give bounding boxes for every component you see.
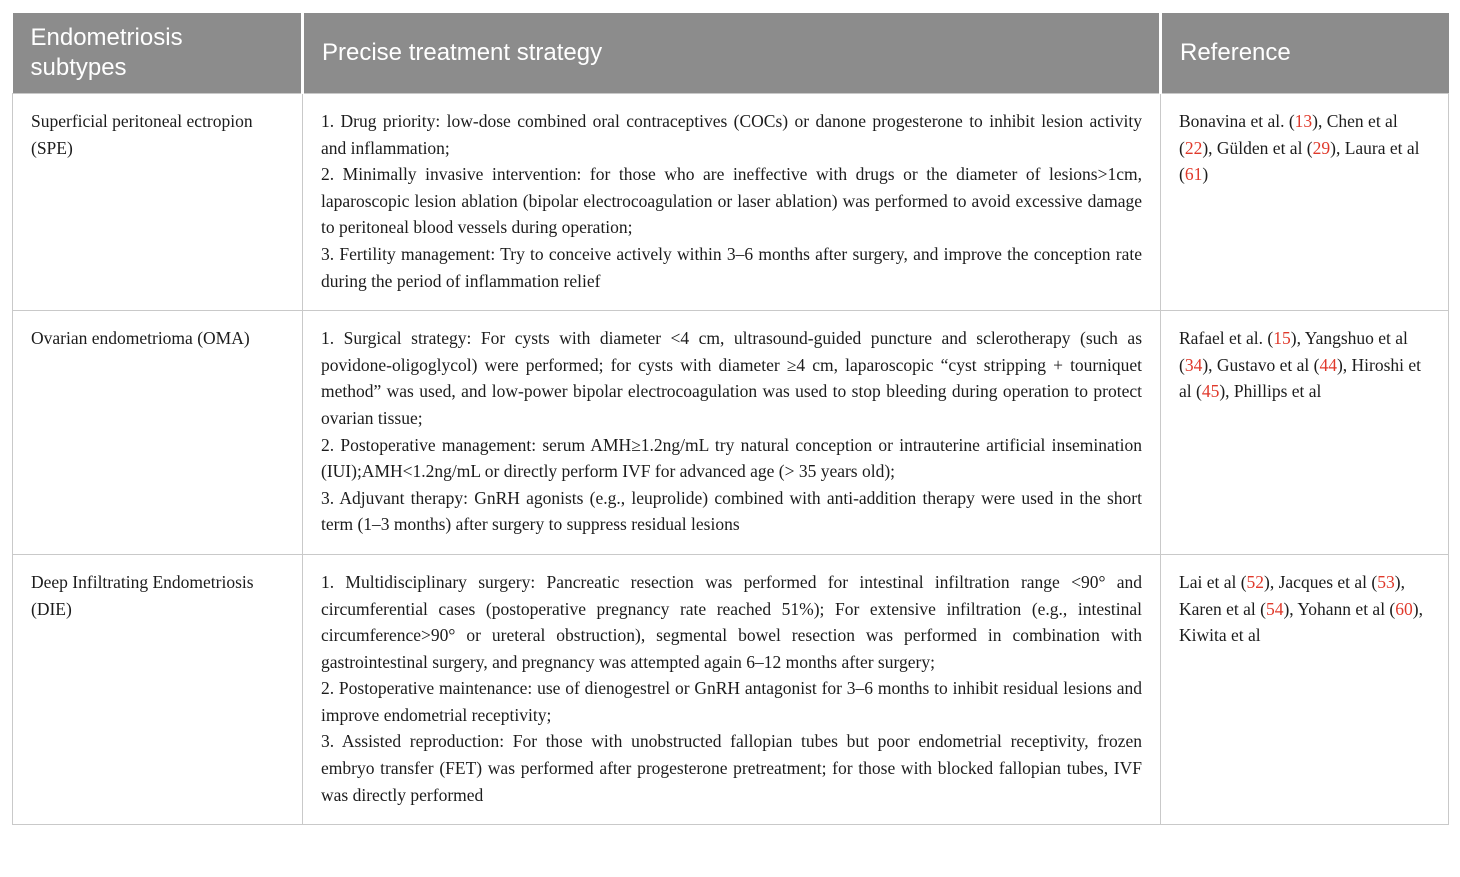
reference-text: ) bbox=[1202, 164, 1209, 185]
reference-text: ), Hiroshi et al ( bbox=[1179, 354, 1422, 402]
table-header bbox=[13, 13, 1449, 94]
reference-text: ), Gülden et al ( bbox=[1202, 137, 1313, 158]
strategy-item: 2. Postoperative management: serum AMH≥1.2ng/mL try natural conception or intrauterine artificial insemination (IUI);AMH<1.2ng/mL or directly perform IVF for advanced age (> 35 years old); bbox=[321, 434, 1142, 482]
strategy-item: 2. Postoperative maintenance: use of dienogestrel or GnRH antagonist for 3–6 months to inhibit residual lesions and improve endometrial receptivity; bbox=[321, 678, 1142, 725]
strategy-item: 1. Drug priority: low-dose combined oral contraceptives (COCs) or danone progesterone to inhibit lesion activity and inflammation; bbox=[321, 111, 1142, 158]
citation-link[interactable]: 53 bbox=[1377, 571, 1395, 592]
strategy-item: 3. Adjuvant therapy: GnRH agonists (e.g., leuprolide) combined with anti-addition therapy were used in the short term (1–3 months) after surgery to suppress residual lesions bbox=[321, 487, 1142, 535]
strategy-cell bbox=[303, 554, 1161, 824]
strategy-item: 1. Surgical strategy: For cysts with diameter <4 cm, ultrasound-guided puncture and sclerotherapy (such as povidone-oligoglycol) were performed; for cysts with diameter ≥4 cm, laparoscopic “cyst stripping + tourniquet method” was used, and low-power bipolar electrocoagulation was used to stop bleeding during operation to protect ovarian tissue; bbox=[321, 328, 1142, 428]
strategy-cell bbox=[303, 311, 1161, 555]
strategy-cell bbox=[303, 94, 1161, 311]
reference-text: Bonavina et al. ( bbox=[1179, 111, 1295, 131]
reference-text: ), Chen et al ( bbox=[1179, 111, 1398, 158]
subtype-cell: Superficial peritoneal ectropion (SPE) bbox=[13, 94, 303, 311]
header-row bbox=[13, 13, 1449, 94]
reference-text: ), Yangshuo et al ( bbox=[1179, 328, 1408, 375]
reference-cell bbox=[1161, 94, 1449, 311]
citation-link[interactable]: 13 bbox=[1294, 111, 1313, 131]
reference-text: ), Karen et al ( bbox=[1179, 571, 1405, 619]
reference-text: ), Gustavo et al ( bbox=[1202, 354, 1320, 375]
table-row bbox=[13, 94, 1449, 311]
reference-text: ), Jacques et al ( bbox=[1264, 571, 1378, 592]
reference-cell bbox=[1161, 311, 1449, 555]
citation-link[interactable]: 22 bbox=[1184, 137, 1203, 158]
header-precise-treatment-strategy: Precise treatment strategy bbox=[303, 13, 1161, 94]
citation-link[interactable]: 61 bbox=[1184, 164, 1203, 185]
citation-link[interactable]: 52 bbox=[1246, 571, 1265, 592]
treatment-table bbox=[12, 13, 1449, 825]
citation-link[interactable]: 29 bbox=[1312, 137, 1331, 158]
table-row bbox=[13, 311, 1449, 555]
citation-link[interactable]: 60 bbox=[1395, 598, 1413, 619]
citation-link[interactable]: 45 bbox=[1201, 381, 1220, 402]
citation-link[interactable]: 44 bbox=[1319, 354, 1337, 375]
subtype-cell: Ovarian endometrioma (OMA) bbox=[13, 311, 303, 555]
reference-text: ), Kiwita et al bbox=[1179, 598, 1423, 646]
subtype-cell: Deep Infiltrating Endometriosis (DIE) bbox=[13, 554, 303, 824]
strategy-item: 3. Assisted reproduction: For those with unobstructed fallopian tubes but poor endometrial receptivity, frozen embryo transfer (FET) was performed after progesterone pretreatment; for those with blocked fallopian tubes, IVF was directly performed bbox=[321, 731, 1142, 805]
reference-text: ), Phillips et al bbox=[1219, 381, 1322, 402]
reference-text: Rafael et al. ( bbox=[1179, 328, 1274, 349]
strategy-item: 1. Multidisciplinary surgery: Pancreatic resection was performed for intestinal infiltration range <90° and circumferential cases (postoperative pregnancy rate reached 51%); For extensive infiltration (e.g., intestinal circumference>90° or ureteral obstruction), segmental bowel resection was performed in combination with gastrointestinal surgery, and pregnancy was attempted again 6–12 months after surgery; bbox=[321, 571, 1142, 672]
reference-text: Lai et al ( bbox=[1179, 571, 1247, 592]
table-row bbox=[13, 554, 1449, 824]
header-endometriosis-subtypes: Endometriosis subtypes bbox=[13, 13, 303, 94]
citation-link[interactable]: 54 bbox=[1265, 598, 1284, 619]
reference-cell bbox=[1161, 554, 1449, 824]
reference-text: ), Laura et al ( bbox=[1179, 137, 1420, 185]
strategy-item: 3. Fertility management: Try to conceive actively within 3–6 months after surgery, and improve the conception rate during the period of inflammation relief bbox=[321, 243, 1142, 291]
header-reference: Reference bbox=[1161, 13, 1449, 94]
reference-text: ), Yohann et al ( bbox=[1283, 598, 1396, 619]
citation-link[interactable]: 34 bbox=[1184, 354, 1203, 375]
table-body bbox=[13, 94, 1449, 825]
citation-link[interactable]: 15 bbox=[1273, 328, 1291, 349]
strategy-item: 2. Minimally invasive intervention: for those who are ineffective with drugs or the diameter of lesions>1cm, laparoscopic lesion ablation (bipolar electrocoagulation or laser ablation) was performed to avoid excessive damage to peritoneal blood vessels during operation; bbox=[321, 164, 1142, 238]
